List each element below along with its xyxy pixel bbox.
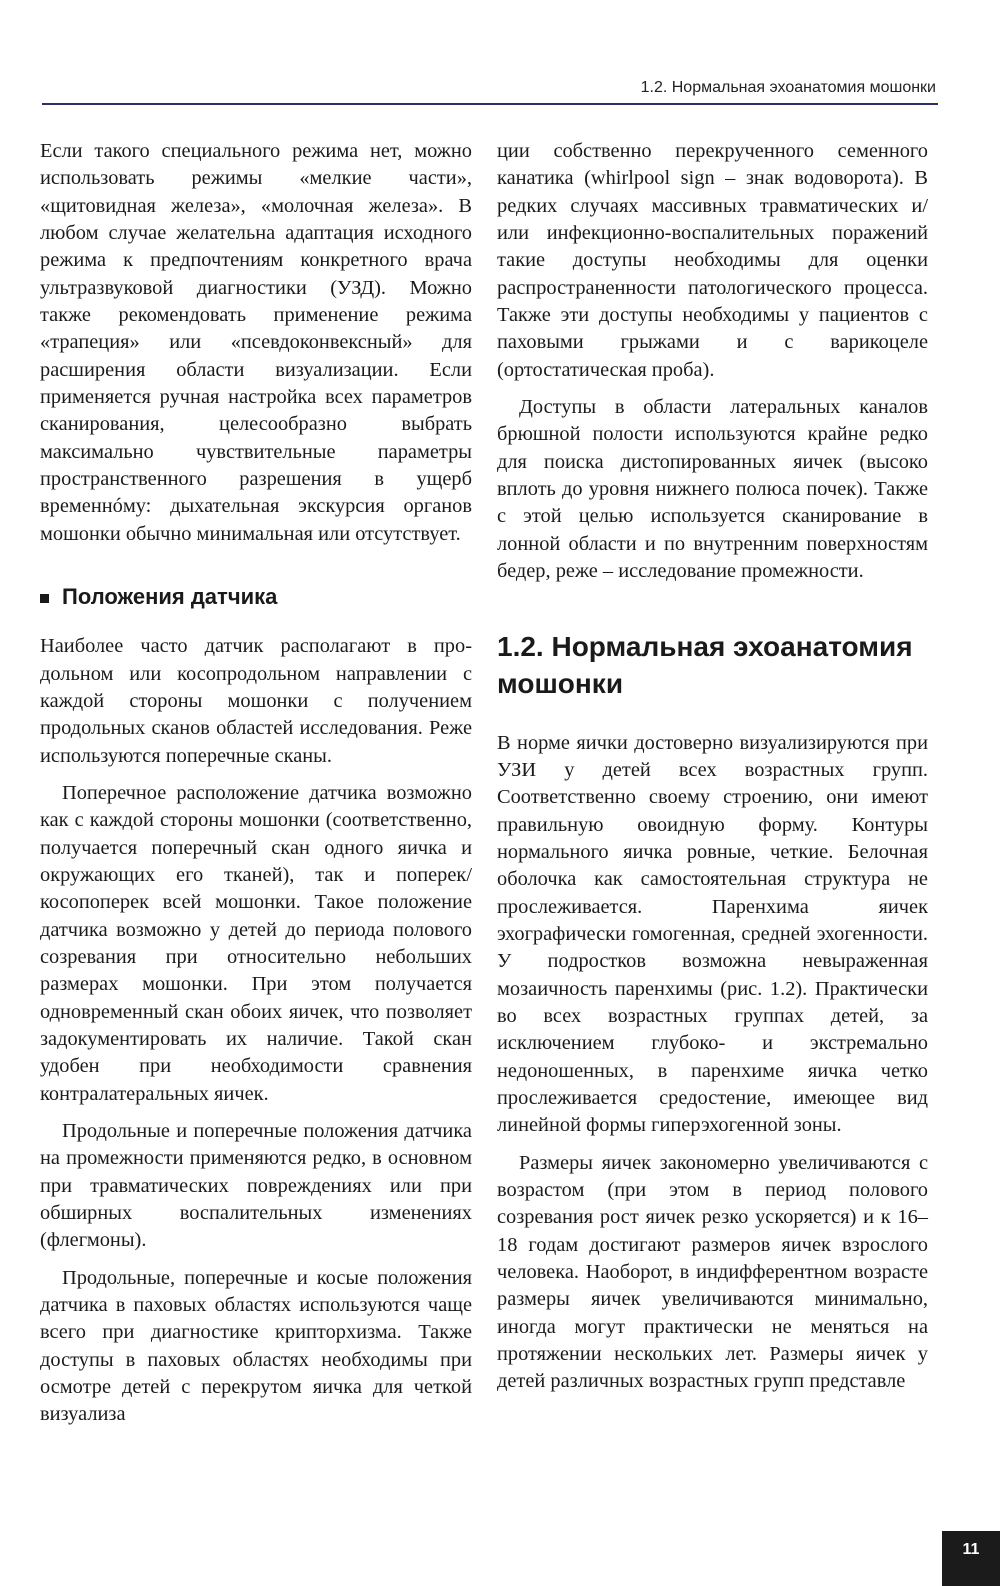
paragraph: ции собственно перекрученного семенного канатика (whirlpool sign – знак водоворота). В редких случаях массивных травматических и/или инфекционно-воспалительных поражений такие доступы необходимы для оценки распространенности патологического процесса. Также эти доступы необходимы у пациентов с паховыми грыжами и с варикоцеле (ортостатическая проба). [497, 140, 928, 381]
paragraph: В норме яички достоверно визуализируются при УЗИ у детей всех возрастных групп. Соответственно своему строению, они имеют правильную овоидную форму. Контуры нормального яичка ровные, четкие. Белочная оболочка как самостоятельная структура не прослеживается. Паренхима яичек эхографически гомогенная, средней эхогенности. У подростков возможна невыраженная мозаичность паренхимы (рис. 1.2). Практически во всех возрастных группах детей, за исключением глубоко- и экстремально недоношенных, в паренхиме яичка четко прослеживается средостение, имеющее вид линейной формы гиперэхогенной зоны. [497, 731, 928, 1137]
left-column [40, 138, 472, 1429]
paragraph: Продольные, поперечные и косые положения датчика в паховых областях используются чаще всего при диагностике крипторхизма. Также доступы в паховых областях необходимы при осмотре детей с перекрутом яичка для четкой визуализа [40, 1266, 472, 1426]
right-column [497, 138, 928, 1396]
subheading-text: Положения датчика [62, 584, 278, 610]
square-bullet-icon [40, 594, 49, 603]
section-title: 1.2. Нормальная эхоанатомия мошонки [497, 630, 913, 699]
paragraph: Продольные и поперечные положения датчика на промежности применяются редко, в основном при травматических повреждениях или при обширных воспалительных изменениях (флегмоны). [40, 1120, 472, 1252]
page-number: 11 [942, 1531, 1000, 1586]
subheading [40, 583, 472, 611]
running-title: 1.2. Нормальная эхоанатомия мошонки [640, 79, 936, 96]
paragraph: Наиболее часто датчик располагают в продольном или косопродольном направлении с каждой стороны мошонки с получением продольных сканов областей исследования. Реже используются поперечные сканы. [40, 635, 472, 767]
paragraph: Размеры яичек закономерно увеличиваются с возрастом (при этом в период полового созревания рост яичек резко ускоряется) и к 16–18 годам достигают размеров яичек взрослого человека. Наоборот, в индифферентном возрасте размеры яичек увеличиваются минимально, иногда могут практически не меняться на протяжении нескольких лет. Размеры яичек у детей различных возрастных групп представле [497, 1151, 928, 1393]
header-rule [42, 103, 938, 105]
paragraph: Поперечное расположение датчика возможно как с каждой стороны мошонки (соответственно, получается поперечный скан одного яичка и окружающих его тканей), так и поперек/косопоперек всей мошонки. Такое положение датчика возможно у детей до периода полового созревания при относительно небольших размерах мошонки. При этом получается одновременный скан обоих яичек, что позволяет задокументировать их наличие. Такой скан удобен при необходимости сравнения контралатеральных яичек. [40, 781, 472, 1105]
paragraph: Если такого специального режима нет, можно использовать режимы «мелкие части», «щитовидная железа», «молочная железа». В любом случае желательна адаптация исходного режима к предпочтениям конкретного врача ультразвуковой диагностики (УЗД). Можно также рекомендовать применение режима «трапеция» или «псевдоконвексный» для расширения области визуализации. Если применяется ручная настройка всех параметров сканирования, целесообразно выбрать максимально чувствительные параметры пространственного разрешения в ущерб временнóму: дыхательная экскурсия органов мошонки обычно минимальная или отсутствует. [40, 140, 472, 545]
paragraph: Доступы в области латеральных каналов брюшной полости используются крайне редко для поиска дистопированных яичек (высоко вплоть до уровня нижнего полюса почек). Также с этой целью используется сканирование в лонной области и по внутренним поверхностям бедер, реже – исследование промежности. [497, 396, 928, 583]
